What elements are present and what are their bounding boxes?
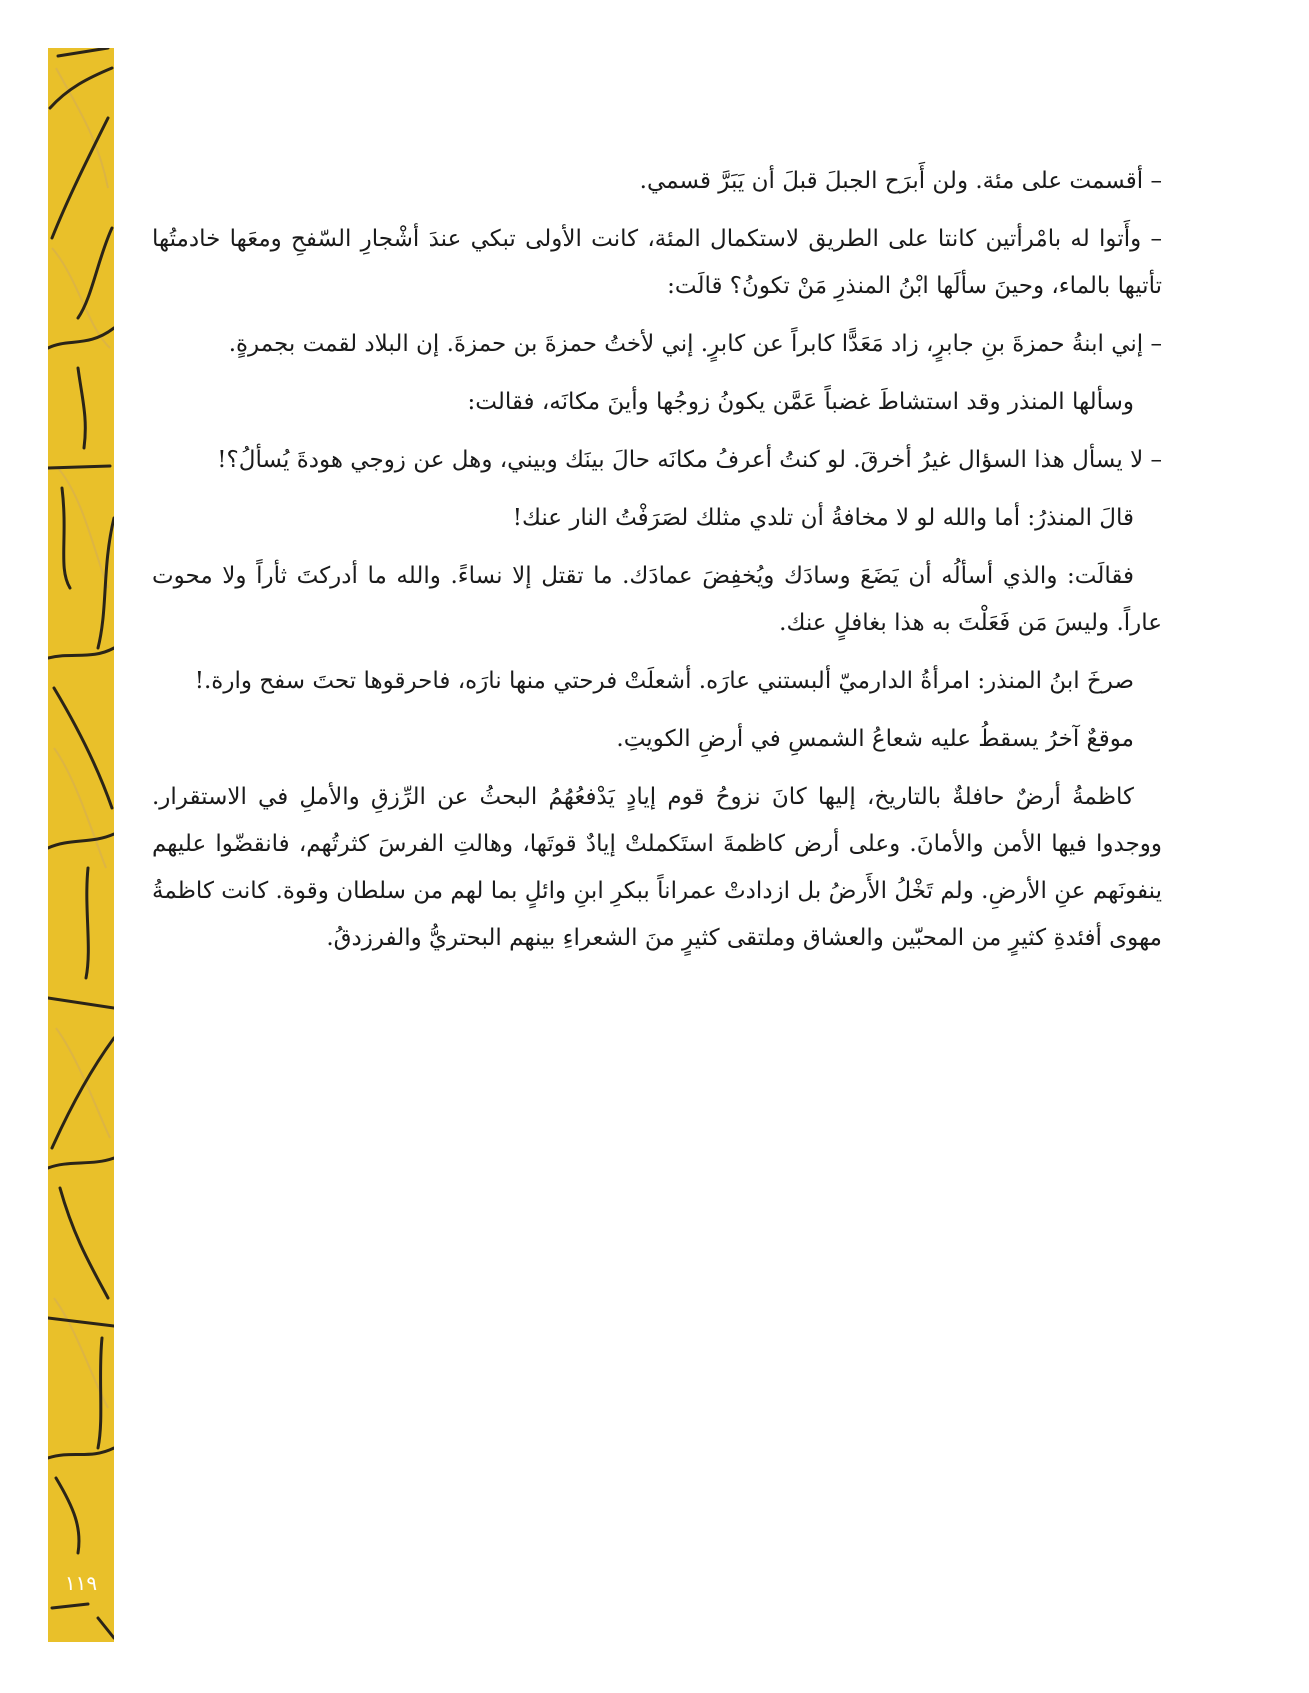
main-text (152, 158, 1162, 962)
paragraph: – أقسمت على مئة. ولن أَبرَح الجبلَ قبلَ أن يَبَرَّ قسمي. (639, 168, 1162, 194)
calligraphy-pattern (48, 48, 114, 1642)
paragraph: فقالَت: والذي أسألُه أن يَضَعَ وسادَك ويُخفِضَ عمادَك. ما تقتل إلا نساءً. والله ما أدركتَ ثأراً ولا محوت عاراً. وليسَ مَن فَعَلْتَ به هذا بغافلٍ عنك. (152, 563, 1162, 636)
decorative-side-band (48, 48, 114, 1642)
page-number: ١١٩ (64, 1571, 98, 1595)
paragraph: – إني ابنةُ حمزةَ بنِ جابرٍ، زاد مَعَدًّا كابراً عن كابرٍ. إني لأختُ حمزةَ بن حمزةَ. إن البلاد لقمت بجمرةٍ. (228, 331, 1162, 357)
paragraph: كاظمةُ أرضٌ حافلةٌ بالتاريخ، إليها كانَ نزوحُ قوم إيادٍ يَدْفعُهُمُ البحثُ عن الرِّزقِ والأملِ في الاستقرار. ووجدوا فيها الأمن والأمانَ. وعلى أرض كاظمةَ استَكملتْ إيادٌ قوتَها، وهالتِ الفرسَ كثرتُهم، فانقضّوا عليهم ينفونَهم عنِ الأرضِ. ولم تَخْلُ الأَرضُ بل ازدادتْ عمراناً ببكرِ ابنِ وائلٍ بما لهم من سلطان وقوة. كانت كاظمةُ مهوى أفئدةِ كثيرٍ من المحبّين والعشاق وملتقى كثيرٍ منَ الشعراءِ بينهم البحتريُّ والفرزدقُ. (152, 784, 1162, 951)
paragraph: وسألها المنذر وقد استشاطَ غضباً عَمَّن يكونُ زوجُها وأينَ مكانَه، فقالت: (467, 389, 1134, 415)
paragraph: – لا يسأل هذا السؤال غيرُ أخرقَ. لو كنتُ أعرفُ مكانَه حالَ بينَك وبيني، وهل عن زوجي هودةَ يُسألُ؟! (217, 447, 1162, 473)
paragraph: – وأَتوا له بامْرأتين كانتا على الطريق لاستكمال المئة، كانت الأولى تبكي عندَ أشْجارِ السّفحِ ومعَها خادمتُها تأتيها بالماء، وحينَ سألَها ابْنُ المنذرِ مَنْ تكونُ؟ قالَت: (152, 226, 1162, 299)
paragraph: صرخَ ابنُ المنذر: امرأةُ الدارميّ ألبستني عارَه. أشعلَتْ فرحتي منها نارَه، فاحرقوها تحتَ سفح وارة.! (194, 668, 1134, 694)
paragraph: قالَ المنذرُ: أما والله لو لا مخافةُ أن تلدي مثلك لصَرَفْتُ النار عنك! (512, 505, 1134, 531)
paragraph: موقعٌ آخرُ يسقطُ عليه شعاعُ الشمسِ في أرضِ الكويتِ. (616, 726, 1134, 752)
